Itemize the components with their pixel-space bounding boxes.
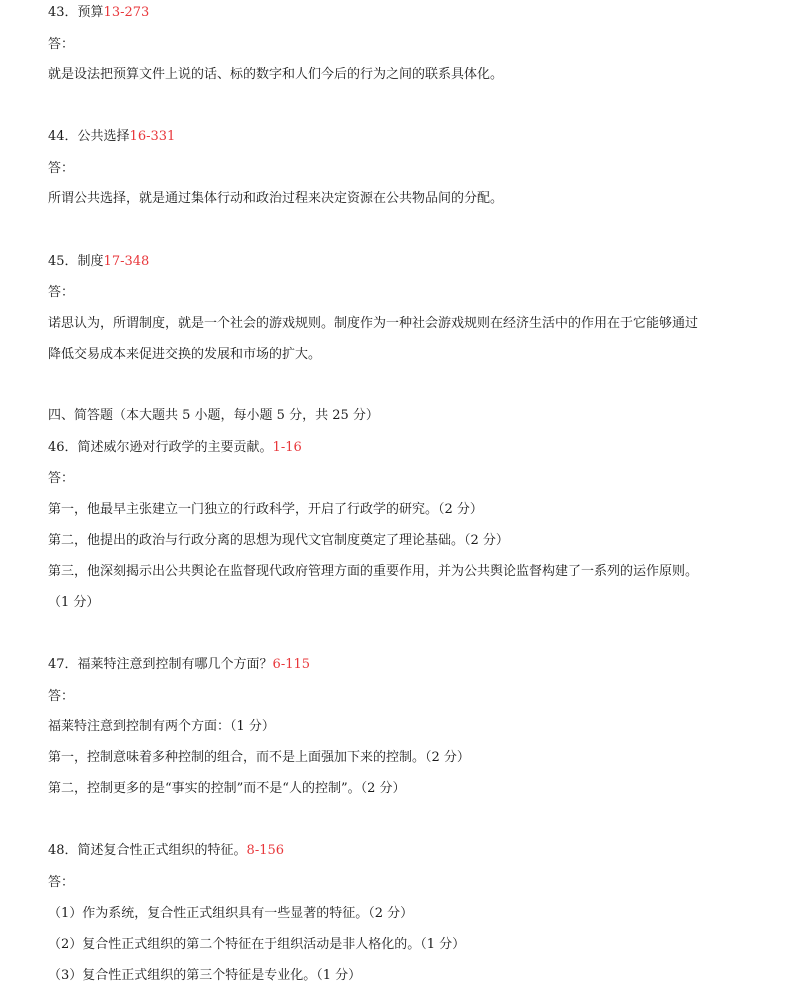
q48-title: [48, 842, 284, 860]
q47-point2: 第二，控制更多的是“事实的控制”而不是“人的控制”。（2 分）: [48, 781, 406, 796]
q44-title: [48, 128, 175, 146]
q43-page-ref: 13-273: [103, 5, 150, 20]
q46-point3-line2: （1 分）: [48, 595, 100, 610]
q47-point1: 第一，控制意味着多种控制的组合，而不是上面强加下来的控制。（2 分）: [48, 750, 470, 765]
q48-answer-label: 答：: [48, 875, 75, 890]
q47-title-text: 47．福莱特注意到控制有哪几个方面？: [48, 657, 273, 672]
q46-point3-line1: 第三，他深刻揭示出公共舆论在监督现代政府管理方面的重要作用，并为公共舆论监督构建了一系列的运作原则。: [48, 564, 699, 579]
q48-page-ref: 8-156: [246, 843, 285, 858]
q47-answer-label: 答：: [48, 689, 75, 704]
q46-page-ref: 1-16: [272, 440, 302, 455]
q48-point1: （1）作为系统，复合性正式组织具有一些显著的特征。（2 分）: [48, 906, 414, 921]
q47-title: [48, 656, 310, 674]
section-heading: 四、简答题（本大题共 5 小题，每小题 5 分，共 25 分）: [48, 408, 379, 423]
q46-title-text: 46．简述威尔逊对行政学的主要贡献。: [48, 440, 273, 455]
q45-answer-label: 答：: [48, 285, 75, 300]
q46-title: [48, 439, 302, 457]
q47-page-ref: 6-115: [272, 657, 311, 672]
q46-point1: 第一，他最早主张建立一门独立的行政科学，开启了行政学的研究。（2 分）: [48, 502, 483, 517]
q48-point2: （2）复合性正式组织的第二个特征在于组织活动是非人格化的。（1 分）: [48, 937, 466, 952]
q43-title: [48, 4, 149, 22]
q47-intro: 福莱特注意到控制有两个方面：（1 分）: [48, 719, 275, 734]
q43-answer-label: 答：: [48, 37, 75, 52]
q48-title-text: 48．简述复合性正式组织的特征。: [48, 843, 247, 858]
q46-point2: 第二，他提出的政治与行政分离的思想为现代文官制度奠定了理论基础。（2 分）: [48, 533, 509, 548]
q44-answer-label: 答：: [48, 161, 75, 176]
q45-title-text: 45．制度: [48, 254, 104, 269]
q43-title-text: 43．预算: [48, 5, 104, 20]
q45-page-ref: 17-348: [103, 254, 150, 269]
q44-answer: 所谓公共选择，就是通过集体行动和政治过程来决定资源在公共物品间的分配。: [48, 191, 504, 206]
q45-answer-line1: 诺思认为，所谓制度，就是一个社会的游戏规则。制度作为一种社会游戏规则在经济生活中的作用在于它能够通过: [48, 316, 699, 331]
q43-answer: 就是设法把预算文件上说的话、标的数字和人们今后的行为之间的联系具体化。: [48, 67, 504, 82]
q45-answer-line2: 降低交易成本来促进交换的发展和市场的扩大。: [48, 347, 322, 362]
q45-title: [48, 253, 149, 271]
q48-point3: （3）复合性正式组织的第三个特征是专业化。（1 分）: [48, 968, 362, 983]
q46-answer-label: 答：: [48, 471, 75, 486]
q44-title-text: 44．公共选择: [48, 129, 130, 144]
q44-page-ref: 16-331: [129, 129, 176, 144]
